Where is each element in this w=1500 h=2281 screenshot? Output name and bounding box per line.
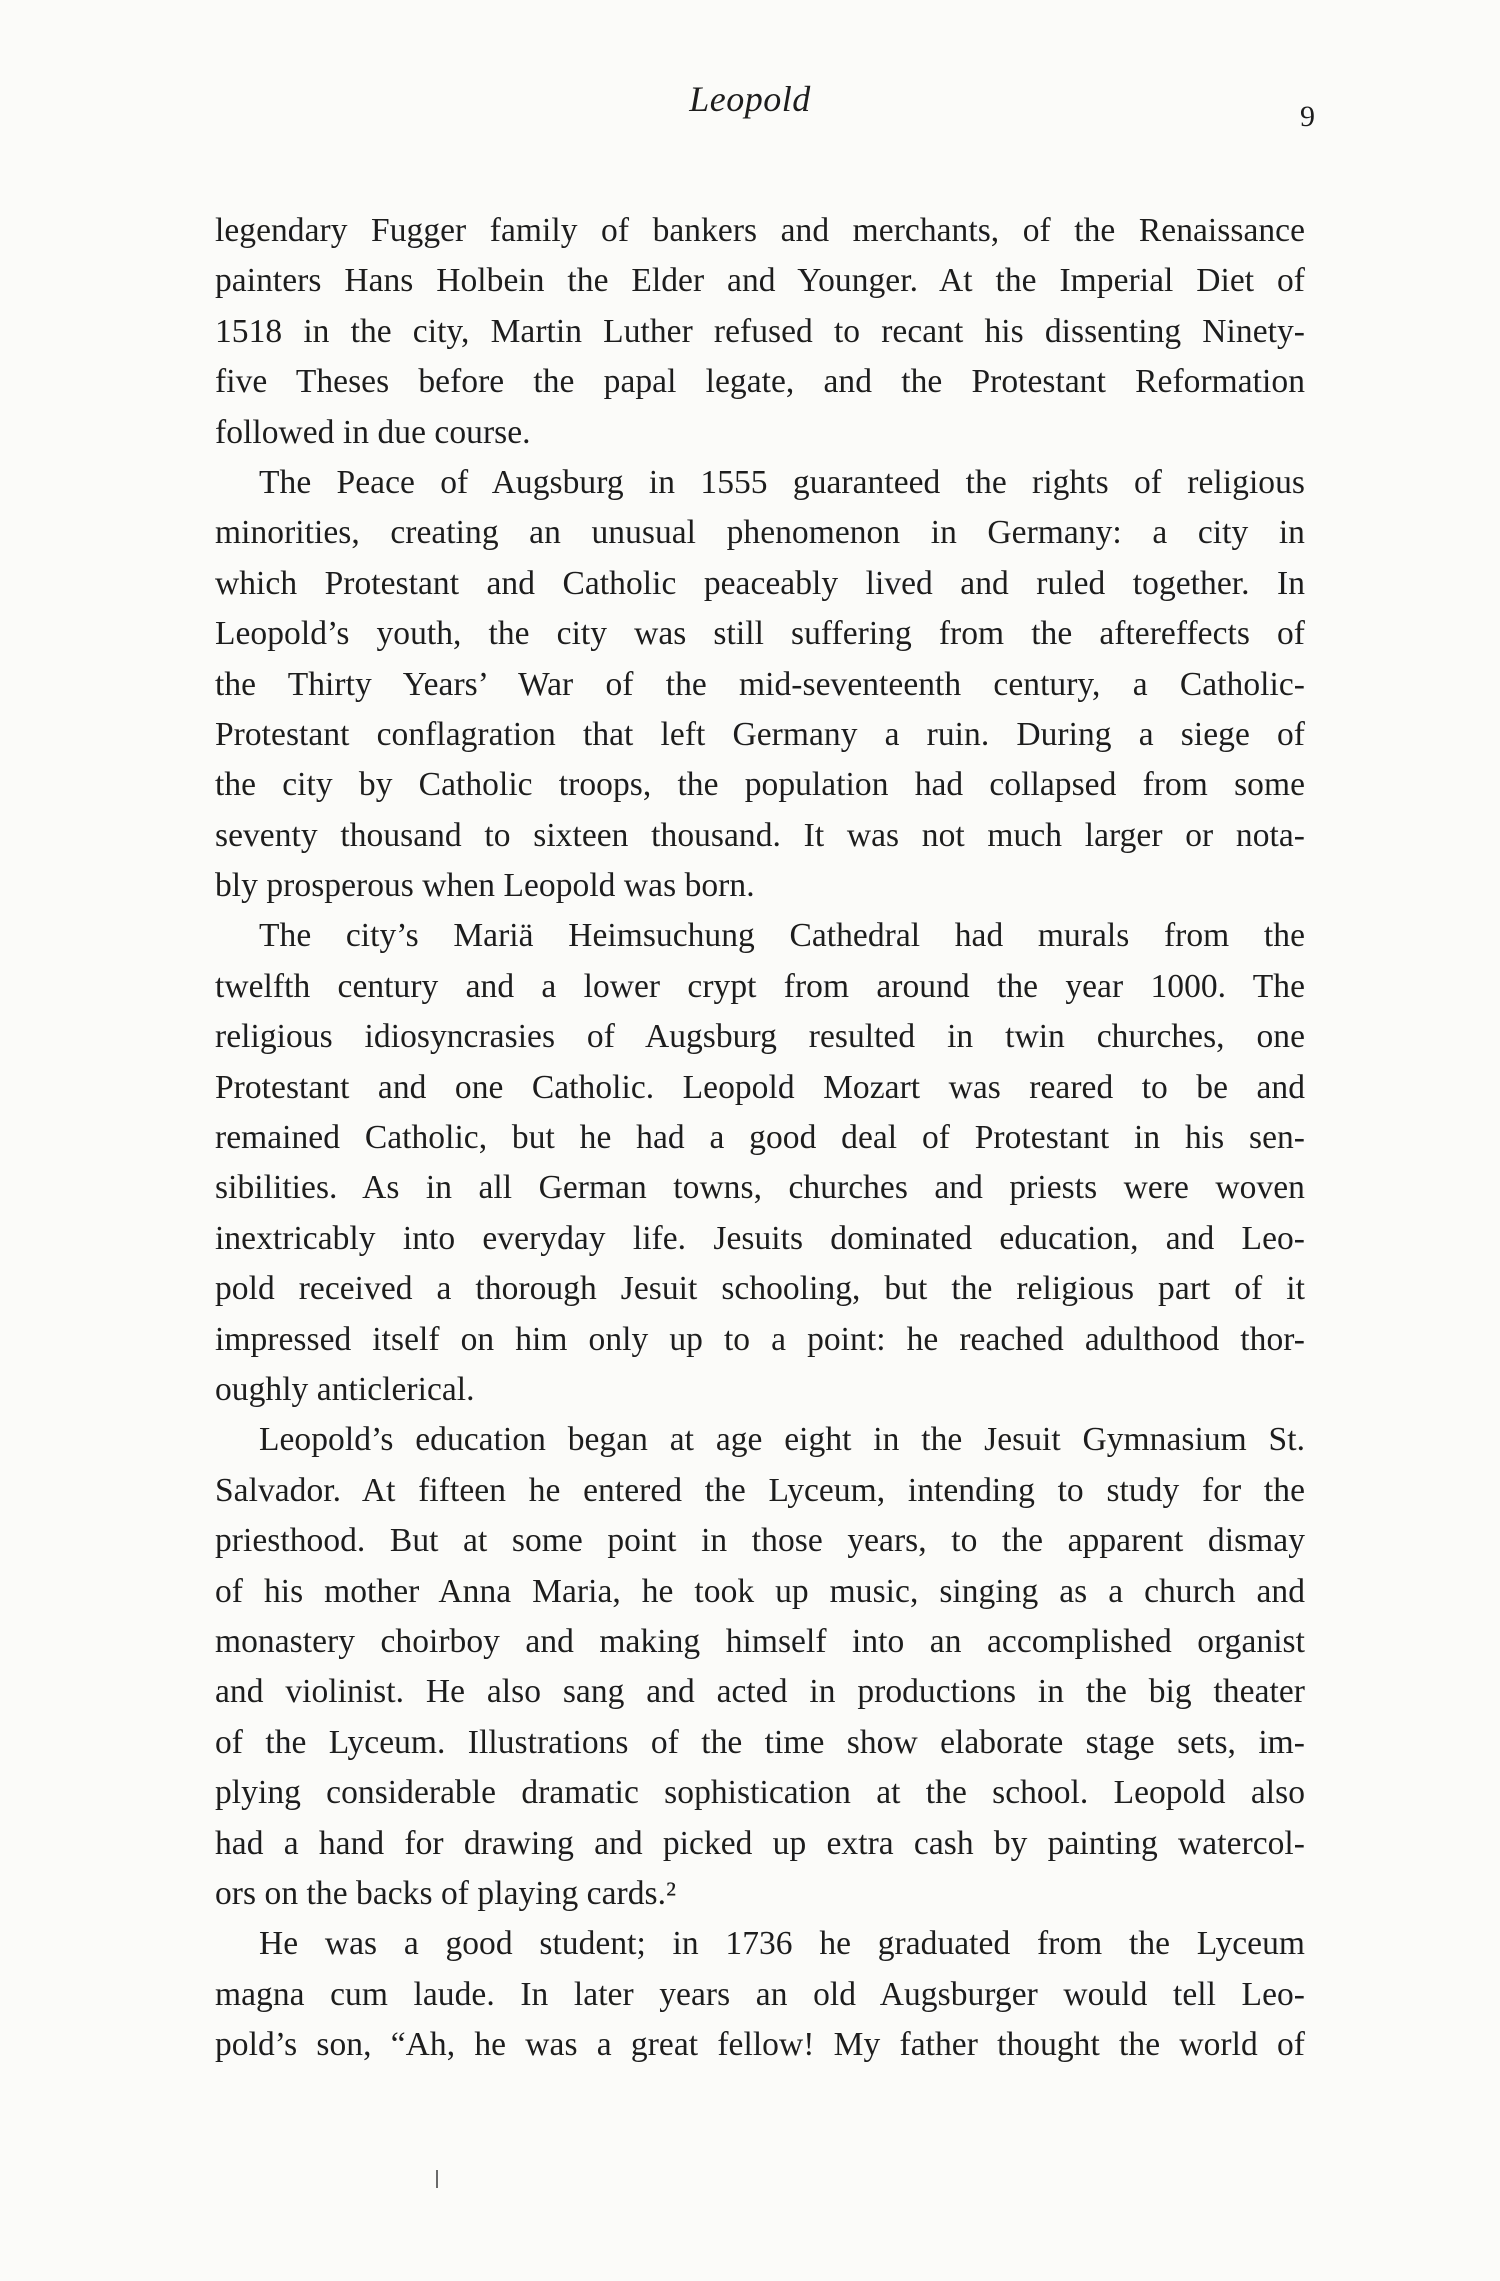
paragraph — [215, 1919, 1305, 2070]
body-text — [215, 206, 1305, 2070]
text-line: ors on the backs of playing cards.² — [215, 1874, 677, 1912]
text-line: remained Catholic, but he had a good deal of Protestant in his sen- — [215, 1119, 1305, 1157]
text-line: Leopold’s education began at age eight in the Jesuit Gymnasium St. — [259, 1421, 1305, 1459]
text-line: bly prosperous when Leopold was born. — [215, 867, 755, 905]
text-line: and violinist. He also sang and acted in productions in the big theater — [215, 1673, 1305, 1711]
text-line: legendary Fugger family of bankers and merchants, of the Renaissance — [215, 212, 1305, 249]
text-line: followed in due course. — [215, 413, 531, 451]
text-line: which Protestant and Catholic peaceably lived and ruled together. In — [215, 564, 1305, 602]
text-line: minorities, creating an unusual phenomenon in Germany: a city in — [215, 514, 1305, 552]
text-line: sibilities. As in all German towns, churches and priests were woven — [215, 1169, 1305, 1207]
text-line: the city by Catholic troops, the population had collapsed from some — [215, 766, 1305, 804]
scan-mark — [436, 2170, 438, 2188]
paragraph — [215, 1415, 1305, 1919]
text-line: five Theses before the papal legate, and the Protestant Reformation — [215, 363, 1305, 401]
paragraph — [215, 206, 1305, 458]
text-line: The city’s Mariä Heimsuchung Cathedral had murals from the — [259, 917, 1305, 955]
text-line: oughly anticlerical. — [215, 1370, 475, 1408]
text-line: painters Hans Holbein the Elder and Younger. At the Imperial Diet of — [215, 262, 1305, 300]
text-line: Protestant and one Catholic. Leopold Mozart was reared to be and — [215, 1068, 1305, 1106]
paragraph — [215, 458, 1305, 912]
text-line: twelfth century and a lower crypt from around the year 1000. The — [215, 967, 1305, 1005]
text-line: He was a good student; in 1736 he graduated from the Lyceum — [259, 1925, 1305, 1963]
text-line: had a hand for drawing and picked up extra cash by painting watercol- — [215, 1824, 1305, 1862]
text-line: monastery choirboy and making himself into an accomplished organist — [215, 1622, 1305, 1660]
page-number: 9 — [1300, 100, 1315, 133]
text-line: pold’s son, “Ah, he was a great fellow! My father thought the world of — [215, 2026, 1305, 2064]
text-line: The Peace of Augsburg in 1555 guaranteed the rights of religious — [259, 463, 1305, 501]
text-line: Salvador. At fifteen he entered the Lyceum, intending to study for the — [215, 1471, 1305, 1509]
running-head-title: Leopold — [689, 79, 811, 119]
text-line: priesthood. But at some point in those years, to the apparent dismay — [215, 1522, 1305, 1560]
text-line: plying considerable dramatic sophistication at the school. Leopold also — [215, 1774, 1305, 1812]
paragraph — [215, 911, 1305, 1415]
text-line: 1518 in the city, Martin Luther refused to recant his dissenting Ninety- — [215, 312, 1305, 350]
text-line: seventy thousand to sixteen thousand. It was not much larger or nota- — [215, 816, 1305, 854]
text-line: pold received a thorough Jesuit schooling, but the religious part of it — [215, 1270, 1305, 1308]
text-line: inextricably into everyday life. Jesuits dominated education, and Leo- — [215, 1219, 1305, 1257]
text-line: impressed itself on him only up to a point: he reached adulthood thor- — [215, 1320, 1305, 1358]
text-line: of his mother Anna Maria, he took up music, singing as a church and — [215, 1572, 1305, 1610]
text-line: of the Lyceum. Illustrations of the time show elaborate stage sets, im- — [215, 1723, 1305, 1761]
text-line: Protestant conflagration that left Germany a ruin. During a siege of — [215, 715, 1305, 753]
text-line: Leopold’s youth, the city was still suffering from the aftereffects of — [215, 615, 1305, 653]
text-line: the Thirty Years’ War of the mid-seventeenth century, a Catholic- — [215, 665, 1305, 703]
text-line: magna cum laude. In later years an old Augsburger would tell Leo- — [215, 1975, 1305, 2013]
text-line: religious idiosyncrasies of Augsburg resulted in twin churches, one — [215, 1018, 1305, 1056]
